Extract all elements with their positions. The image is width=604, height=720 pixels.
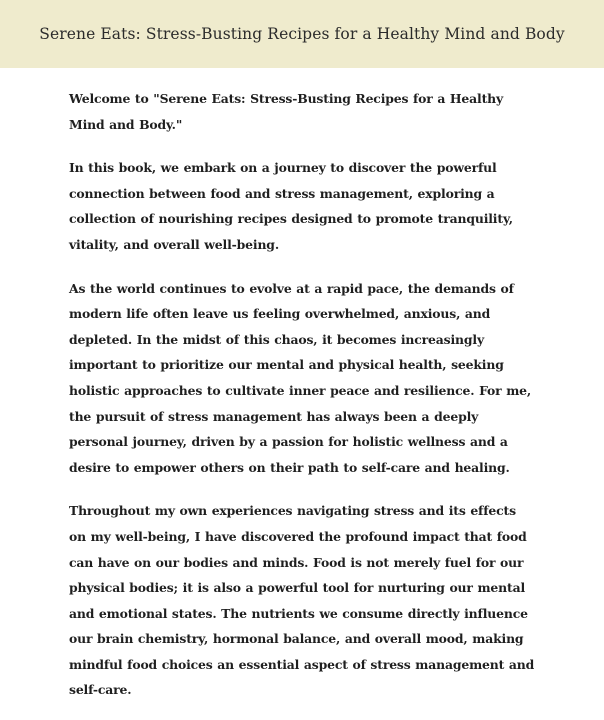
paragraph-modern-life: As the world continues to evolve at a rapid pace, the demands of modern life often leave us feeling overwhelmed, anxious, and depleted. In the midst of this chaos, it becomes increasingly important to prioritize our mental and physical health, seeking holistic approaches to cultivate inner peace and resilience. For me, the pursuit of stress management has always been a deeply personal journey, driven by a passion for holistic wellness and a desire to empower others on their path to self-care and healing. bbox=[69, 280, 532, 475]
page-title: Serene Eats: Stress-Busting Recipes for a Healthy Mind and Body bbox=[39, 25, 565, 43]
paragraph-food-impact: Throughout my own experiences navigating stress and its effects on my well-being, I have discovered the profound impact that food can have on our bodies and minds. Food is not merely fuel for our physical bodies; it is also a powerful tool for nurturing our mental and emotional states. The nutrients we consume directly influence our brain chemistry, hormonal balance, and overall mood, making mindful food choices an essential aspect of stress management and self-care. bbox=[69, 503, 535, 698]
page-header bbox=[0, 0, 604, 68]
document-body bbox=[0, 68, 604, 703]
paragraph-welcome: Welcome to "Serene Eats: Stress-Busting Recipes for a Healthy Mind and Body." bbox=[69, 91, 504, 132]
paragraph-intro: In this book, we embark on a journey to discover the powerful connection between food and stress management, exploring a collection of nourishing recipes designed to promote tranquility, vitality, and overall well-being. bbox=[69, 160, 513, 252]
